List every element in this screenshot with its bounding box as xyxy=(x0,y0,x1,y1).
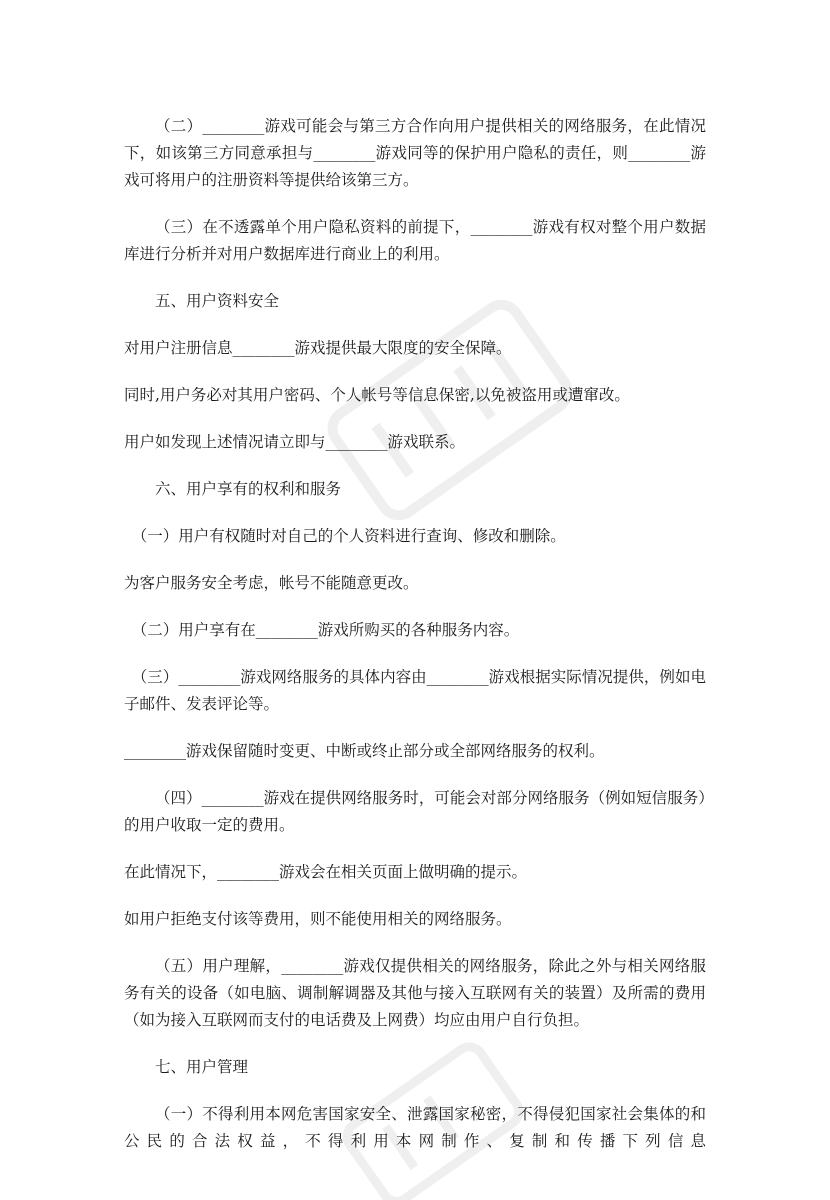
paragraph-password-confidential: 同时,用户务必对其用户密码、个人帐号等信息保密,以免被盗用或遭窜改。 xyxy=(124,386,630,404)
paragraph-service-content: （三）________游戏网络服务的具体内容由________游戏根据实际情况提供，例如电子邮件、发表评论等。 xyxy=(124,668,706,713)
document-body xyxy=(124,113,706,1175)
paragraph-contact-game: 用户如发现上述情况请立即与________游戏联系。 xyxy=(124,433,466,451)
paragraph-2-cooperation: （二）________游戏可能会与第三方合作向用户提供相关的网络服务，在此情况下，如该第三方同意承担与________游戏同等的保护用户隐私的责任，则________游戏可将用户的注册资料等提供给该第三方。 xyxy=(124,117,706,189)
section-heading-user-management: 七、用户管理 xyxy=(155,1058,249,1076)
paragraph-fees: （四）________游戏在提供网络服务时，可能会对部分网络服务（例如短信服务）的用户收取一定的费用。 xyxy=(124,789,706,834)
paragraph-service-change: ________游戏保留随时变更、中断或终止部分或全部网络服务的权利。 xyxy=(124,742,605,760)
section-heading-user-rights: 六、用户享有的权利和服务 xyxy=(155,480,342,498)
paragraph-3-database-use: （三）在不透露单个用户隐私资料的前提下，________游戏有权对整个用户数据库进行分析并对用户数据库进行商业上的利用。 xyxy=(124,218,706,263)
paragraph-account-fixed: 为客户服务安全考虑，帐号不能随意更改。 xyxy=(124,574,419,592)
paragraph-fee-notice: 在此情况下，________游戏会在相关页面上做明确的提示。 xyxy=(124,863,528,881)
paragraph-right-services: （二）用户享有在________游戏所购买的各种服务内容。 xyxy=(131,621,520,639)
paragraph-right-query: （一）用户有权随时对自己的个人资料进行查询、修改和删除。 xyxy=(131,527,566,545)
paragraph-user-understanding: （五）用户理解，________游戏仅提供相关的网络服务，除此之外与相关网络服务有关的设备（如电脑、调制解调器及其他与接入互联网有关的装置）及所需的费用（如为接入互联网而支付的电话费及上网费）均应由用户自行负担。 xyxy=(124,957,706,1029)
paragraph-refuse-payment: 如用户拒绝支付该等费用，则不能使用相关的网络服务。 xyxy=(124,910,512,928)
paragraph-security-guarantee: 对用户注册信息________游戏提供最大限度的安全保障。 xyxy=(124,339,512,357)
paragraph-prohibited-use: （一）不得利用本网危害国家安全、泄露国家秘密，不得侵犯国家社会集体的和公民的合法权益，不得利用本网制作、复制和传播下列信息 xyxy=(124,1105,706,1150)
section-heading-data-security: 五、用户资料安全 xyxy=(155,292,280,310)
